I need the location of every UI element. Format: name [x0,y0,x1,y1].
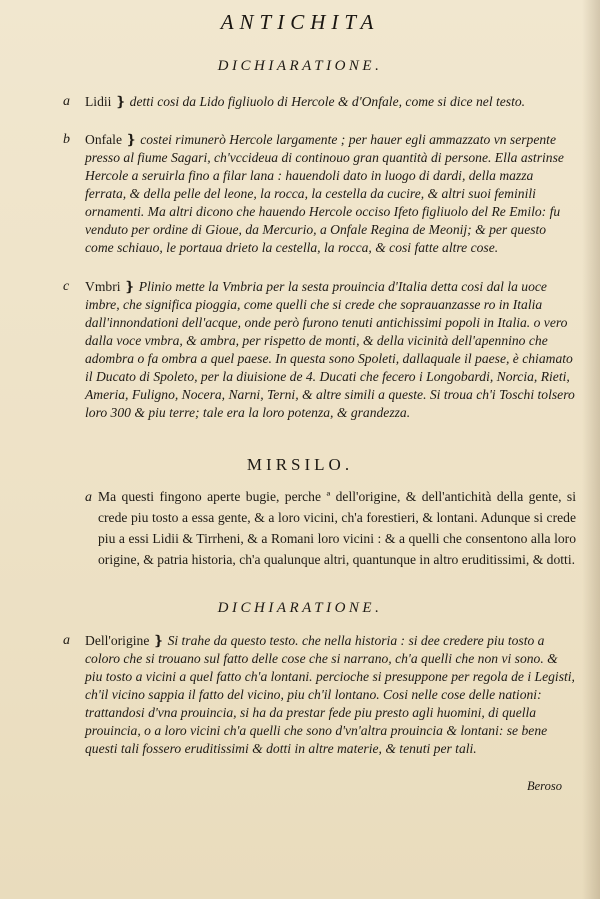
paragraph-text: Ma questi fingono aperte bugie, perche ª dell'origine, & dell'antichità della gente, si crede piu tosto a essa gente, & a loro vicini, ch'a forestieri, & lontani. Adunque si crede piu a essi Lidii & Tirrheni, & a Romani loro vicini : & a quelli che consentono alla loro origine, & patria historia, ch'a qualunque altri, quantunque in altro eruditissimi, & dotti. [98,489,576,567]
note-letter: b [63,132,70,147]
mirsilo-text [85,486,576,570]
section-heading-1: DICHIARATIONE. [217,58,383,74]
section-heading-mirsilo: MIRSILO. [246,455,354,474]
catchword: Beroso [527,779,562,793]
paragraph-letter: a [85,490,92,505]
section-heading-2: DICHIARATIONE. [217,600,383,616]
note-text: Plinio mette la Vmbria per la sesta prouincia d'Italia detta cosi dal la uoce imbre, che significa pioggia, come quelli che si crede che soprauanzasse ro in Italia dall'innondationi dell'acque, onde però furono tenuti antichissimi popoli in Italia. o vero dalla voce vmbra, & ambra, per rispetto de monti, & della vicinità dell'apennino che adombra o fa ombra a quel paese. In questa sono Spoleti, dallaquale il paese, è chiamato il Ducato di Spoleto, per la diuisione de 4. Ducati che fecero i Longobardi, Norcia, Rieti, Ameria, Fuligno, Nocera, Narni, Terni, & altre simili a queste. Si troua ch'i Toschi tolsero loro 300 & piu terre; tale era la loro potenza, & grandezza. [85,279,575,420]
note-c [63,278,575,422]
note-text: detti cosi da Lido figliuolo di Hercole & d'Onfale, come si dice nel testo. [129,94,526,109]
note-text: costei rimunerò Hercole largamente ; per hauer egli ammazzato vn serpente presso al fiume Sagari, ch'vccideua di continouo gran quantità di persone. Ella astrinse Hercole a seruirla fino a filar lana : hauendoli dato in luogo di dardi, della mazza ferrata, & della pelle del leone, la rocca, la cestella da cucire, & altri suoi feminili ornamenti. Ma altri dicono che hauendo Hercole occiso Ifeto figliuolo del Re Emilo: fu venduto per ordine di Gioue, da Mercurio, a Onfale Regina de Meonij; & per questo come schiauo, le portaua drieto la cestella, la rocca, & cosi fatte altre cose. [85,132,564,255]
running-head: ANTICHITA [220,10,380,34]
note-a [63,93,575,111]
note-lemma: Dell'origine ❵ [85,633,165,648]
page-gutter-shadow [582,0,600,899]
note-text: Si trahe da questo testo. che nella historia : si dee credere piu tosto a coloro che si trouano sul fatto delle cose che si narrano, ch'a quelli che non vi sono. & piu tosto a vicini a quel fatto ch'a lontani. percioche si presuppone per regola de i Legisti, ch'il vicino sappia il fatto del vicino, piu ch'il lontano. Cosi nelle cose delle nationi: trattandosi d'vna prouincia, si ha da prestar fede piu presto agli huomini, di quella prouincia, o a loro vicini ch'a quelli che sono d'vn'altra prouincia & lontani: se bene questi tali fossero eruditissimi & dotti in altre materie, & tenuti per tali. [85,633,575,756]
note-lemma: Lidii ❵ [85,94,127,109]
note-b [63,131,575,257]
note-a-2 [63,632,575,758]
note-letter: a [63,94,70,109]
note-lemma: Onfale ❵ [85,132,137,147]
note-letter: c [63,279,70,294]
note-letter: a [63,633,70,648]
note-lemma: Vmbri ❵ [85,279,136,294]
